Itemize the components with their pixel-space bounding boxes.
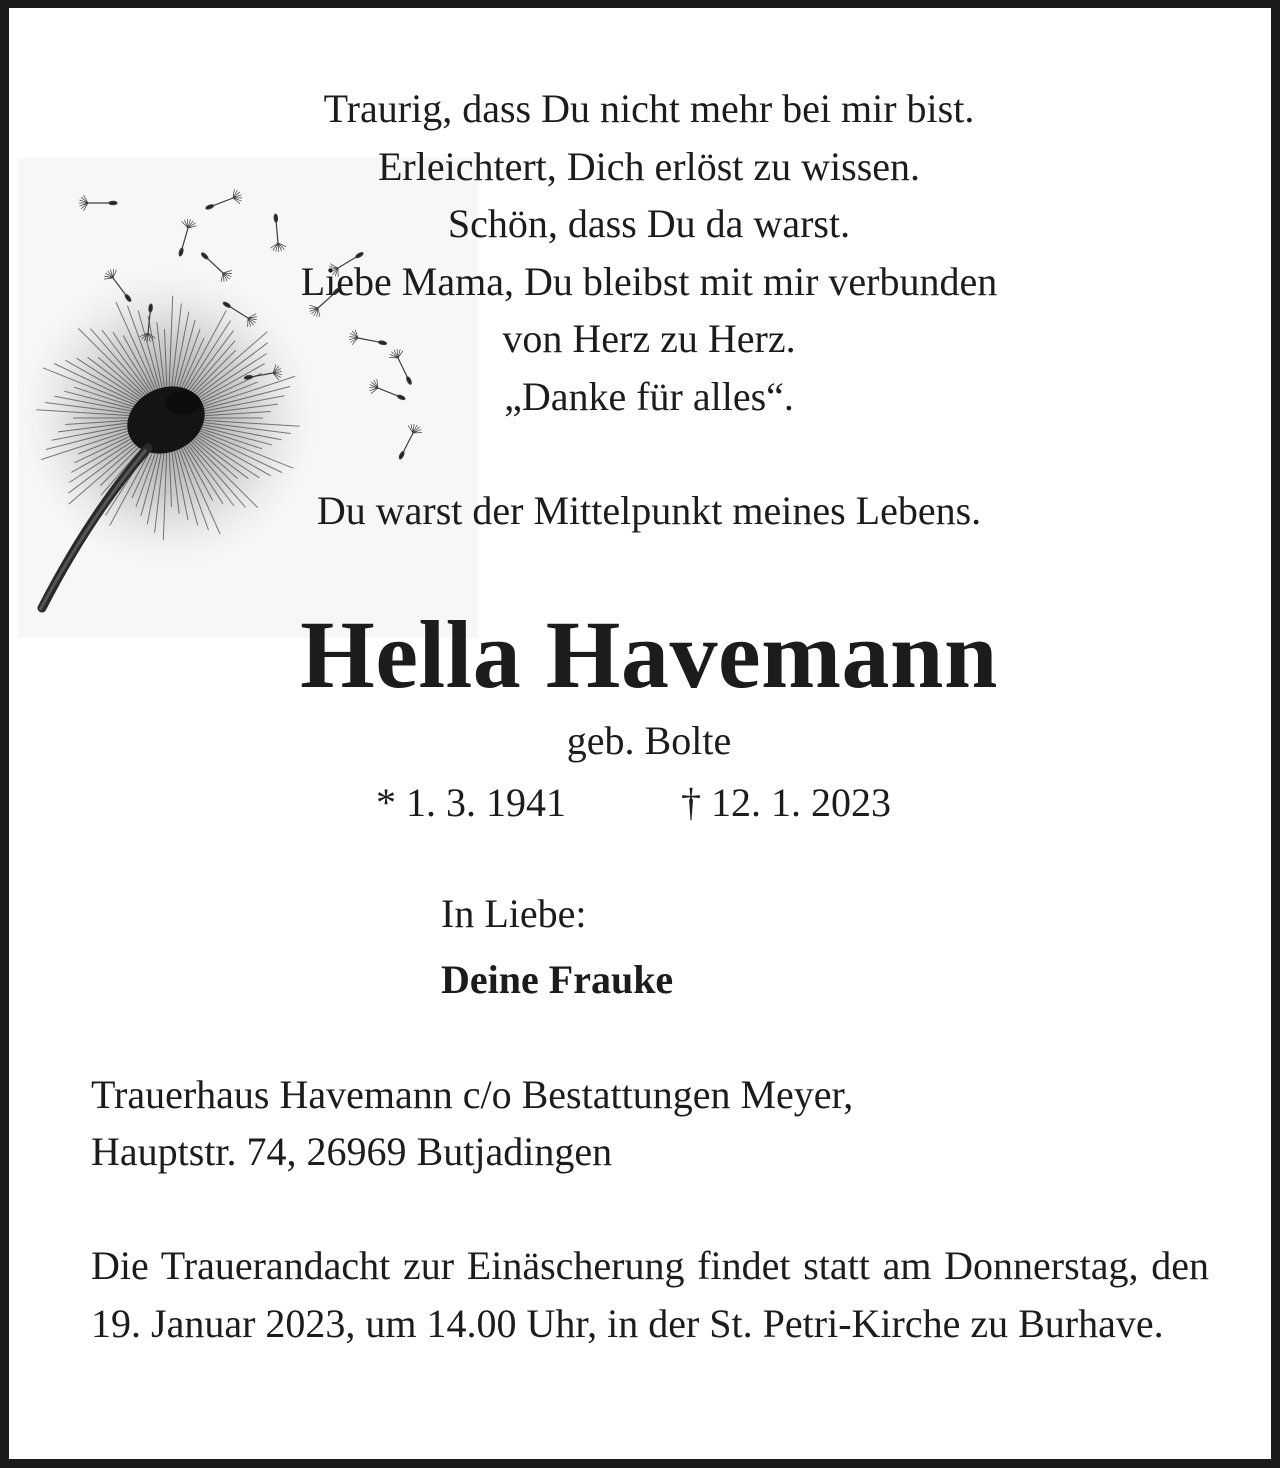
poem-line: Erleichtert, Dich erlöst zu wissen. (377, 143, 921, 189)
address-line: Hauptstr. 74, 26969 Butjadingen (91, 1129, 613, 1174)
poem-line: Schön, dass Du da warst. (447, 201, 851, 246)
maiden-name: geb. Bolte (566, 718, 732, 763)
poem (9, 80, 1280, 540)
poem-line: Liebe Mama, Du bleibst mit mir verbunden (300, 258, 998, 304)
poem-line: Traurig, dass Du nicht mehr bei mir bist. (323, 86, 975, 131)
death-date: † 12. 1. 2023 (681, 780, 891, 825)
poem-line: „Danke für alles“. (504, 373, 794, 419)
deceased-name: Hella Havemann (300, 601, 998, 708)
birth-date: * 1. 3. 1941 (376, 780, 566, 825)
mourners-intro: In Liebe: (441, 891, 587, 936)
mourners-signature: Deine Frauke (441, 957, 674, 1002)
service-notice: Die Trauerandacht zur Einäscherung findet statt am Donnerstag, den 19. Januar 2023, um 14.00 Uhr, in der St. Petri-Kirche zu Burhave. (91, 1243, 1209, 1346)
poem-closing-line: Du warst der Mittelpunkt meines Lebens. (316, 488, 982, 533)
address-line: Trauerhaus Havemann c/o Bestattungen Meyer, (91, 1072, 854, 1117)
poem-line: von Herz zu Herz. (502, 316, 796, 361)
poem-spacer (9, 425, 1280, 482)
mourning-house-address (91, 1066, 1209, 1180)
